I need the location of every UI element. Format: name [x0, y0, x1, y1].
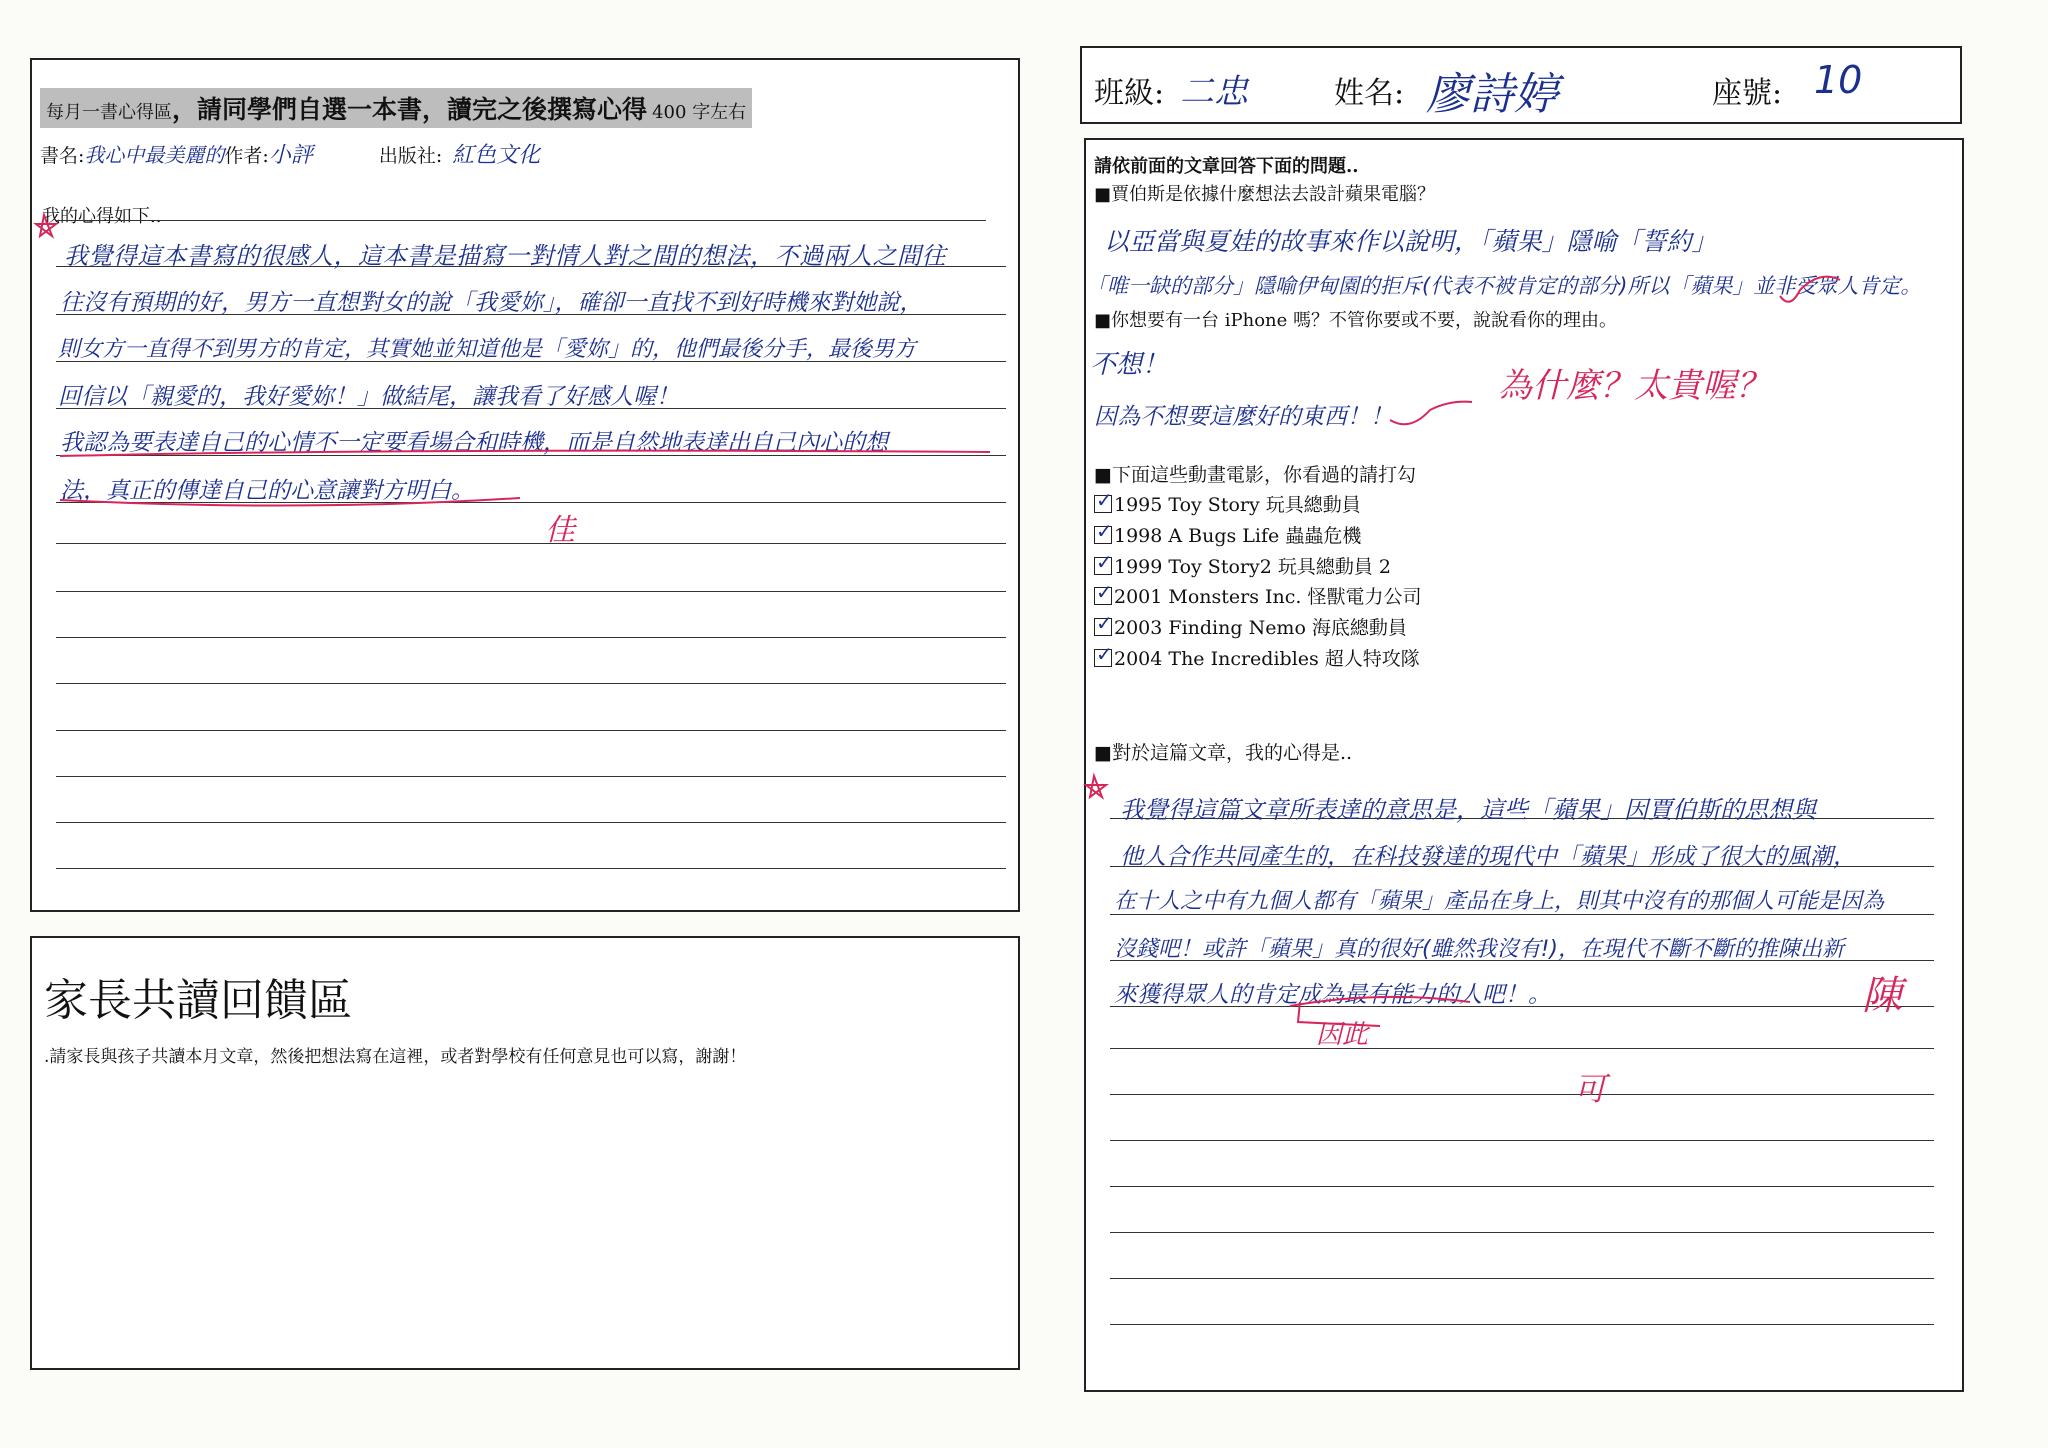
red-check-mark: [1390, 402, 1472, 425]
reflection-line: 在十人之中有九個人都有「蘋果」產品在身上，則其中沒有的那個人可能是因為: [1114, 889, 1885, 914]
class-value: 二忠: [1180, 72, 1248, 112]
teacher-correction-2: 因此: [1316, 1020, 1369, 1050]
movie-label: 2004 The Incredibles 超人特攻隊: [1114, 648, 1420, 670]
right-rule-line: [1110, 1186, 1934, 1187]
parent-title: 家長共讀回饋區: [44, 975, 352, 1026]
reflection-line: 他人合作共同產生的，在科技發達的現代中「蘋果」形成了很大的風潮，: [1120, 844, 1856, 870]
movie-label: 2003 Finding Nemo 海底總動員: [1114, 617, 1407, 639]
red-check-mark: [1780, 277, 1840, 302]
left-rule-line: [56, 822, 1006, 823]
author-label: 作者:: [224, 145, 269, 167]
left-teacher-grade: 佳: [545, 513, 575, 548]
left-rule-line: [56, 683, 1006, 684]
left-rule-line: [56, 776, 1006, 777]
name-value: 廖詩婷: [1426, 69, 1558, 120]
essay-line: 回信以「親愛的，我好愛妳！」做結尾，讓我看了好感人喔！: [58, 384, 679, 410]
essay-line: 我認為要表達自己的心情不一定要看場合和時機，而是自然地表達出自己內心的想: [60, 430, 888, 456]
reflection-line: 我覺得這篇文章所表達的意思是，這些「蘋果」因賈伯斯的思想與: [1120, 796, 1816, 824]
book-label: 書名:: [40, 145, 85, 167]
right-rule-line: [1110, 1324, 1934, 1325]
movie-label: 1995 Toy Story 玩具總動員: [1114, 494, 1361, 516]
left-rule-line: [56, 591, 1006, 592]
question-4: ■對於這篇文章，我的心得是..: [1094, 742, 1353, 764]
seat-value: 10: [1814, 58, 1863, 102]
teacher-correction-1: 陳: [1862, 973, 1902, 1019]
left-rule-line: [56, 730, 1006, 731]
essay-line: 則女方一直得不到男方的肯定，其實她並知道他是「愛妳」的，他們最後分手，最後男方: [58, 337, 917, 362]
thoughts-label: 我的心得如下..: [42, 206, 162, 227]
left-rule-line: [56, 637, 1006, 638]
class-label: 班級:: [1094, 76, 1165, 111]
essay-line: 我覺得這本書寫的很感人，這本書是描寫一對情人對之間的想法，不過兩人之間往: [64, 242, 946, 270]
movie-label: 1998 A Bugs Life 蟲蟲危機: [1114, 525, 1362, 547]
answer-2-line-1: 不想！: [1090, 350, 1169, 380]
answer-1-line-2: 「唯一缺的部分」隱喻伊甸園的拒斥(代表不被肯定的部分)所以「蘋果」並非受眾人肯定。: [1086, 274, 1922, 298]
left-rule-line: [56, 868, 1006, 869]
reflection-line: 來獲得眾人的肯定成為最有能力的人吧！。: [1114, 982, 1551, 1008]
banner-small: 每月一書心得區: [46, 102, 172, 123]
right-rule-line: [1110, 1232, 1934, 1233]
question-3: ■下面這些動畫電影，你看過的請打勾: [1094, 464, 1416, 486]
check-mark-icon: ✓: [1096, 550, 1113, 574]
reflection-line: 沒錢吧！或許「蘋果」真的很好(雖然我沒有!)，在現代不斷不斷的推陳出新: [1114, 937, 1844, 962]
seat-label: 座號:: [1712, 76, 1783, 111]
essay-line: 法，真正的傳達自己的心意讓對方明白。: [60, 478, 474, 504]
star-mark-icon: [36, 215, 56, 236]
left-red-annotations: [0, 0, 1030, 560]
banner-big: ，請同學們自選一本書，讀完之後撰寫心得: [172, 95, 648, 124]
check-mark-icon: ✓: [1096, 642, 1113, 666]
check-mark-icon: ✓: [1096, 611, 1113, 635]
question-2: ■你想要有一台 iPhone 嗎？不管你要或不要，說說看你的理由。: [1094, 310, 1617, 331]
question-1: ■賈伯斯是依據什麼想法去設計蘋果電腦？: [1094, 184, 1436, 205]
right-red-annotations: [1080, 250, 1960, 1080]
publisher-label: 出版社:: [378, 145, 443, 167]
red-underline: [60, 451, 990, 456]
answer-2-line-2: 因為不想要這麼好的東西！！: [1094, 404, 1393, 430]
check-mark-icon: ✓: [1096, 580, 1113, 604]
answer-1-line-1: 以亞當與夏娃的故事來作以說明，「蘋果」隱喻「誓約」: [1104, 227, 1717, 256]
banner-count: 400 字左右: [652, 102, 747, 123]
check-mark-icon: ✓: [1096, 488, 1113, 512]
right-teacher-grade: 可: [1574, 1070, 1607, 1108]
teacher-comment-q2: 為什麼？太貴喔？: [1498, 366, 1770, 406]
check-mark-icon: ✓: [1096, 519, 1113, 543]
book-title: 我心中最美麗的: [84, 143, 225, 167]
star-mark-icon: [1086, 776, 1106, 797]
right-rule-line: [1110, 1094, 1934, 1095]
red-underline: [1290, 997, 1470, 1006]
questions-intro: 請依前面的文章回答下面的問題..: [1094, 156, 1359, 177]
red-underline: [60, 498, 520, 506]
right-rule-line: [1110, 1278, 1934, 1279]
author-name: 小評: [268, 143, 313, 168]
movie-label: 2001 Monsters Inc. 怪獸電力公司: [1114, 586, 1422, 608]
essay-line: 往沒有預期的好，男方一直想對女的說「我愛妳」，確卻一直找不到好時機來對她說，: [60, 290, 923, 316]
right-rule-line: [1110, 1140, 1934, 1141]
publisher-name: 紅色文化: [452, 143, 541, 168]
movie-label: 1999 Toy Story2 玩具總動員 2: [1114, 556, 1391, 578]
parent-instruction: .請家長與孩子共讀本月文章，然後把想法寫在這裡，或者對學校有任何意見也可以寫，謝謝！: [44, 1047, 747, 1067]
name-label: 姓名:: [1334, 76, 1405, 111]
